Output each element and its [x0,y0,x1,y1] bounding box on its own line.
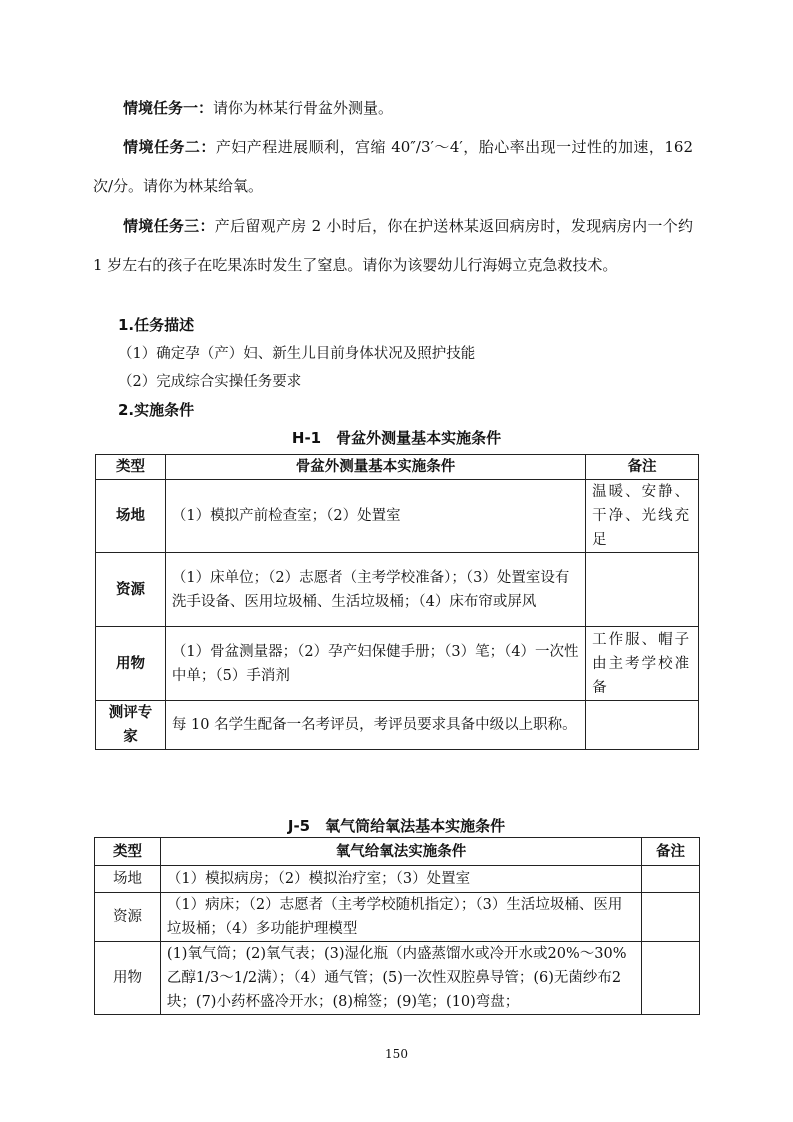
section-task-description: 1.任务描述 [118,316,195,334]
table-header-row [95,838,700,866]
scenario-text: 产妇产程进展顺利，宫缩 40″/3′～4′，胎心率出现一过性的加速，162 次/分。请你为林某给氧。 [93,138,693,195]
section-conditions: 2.实施条件 [118,401,195,419]
header-notes: 备注 [586,455,699,480]
table-row [96,480,699,553]
table-row [96,627,699,701]
scenario-2 [93,128,693,206]
table-header-row [96,455,699,480]
header-conditions: 氧气给氧法实施条件 [160,838,641,866]
row-content: （1）病床；（2）志愿者（主考学校随机指定）；（3）生活垃圾桶、医用垃圾桶；（4）多功能护理模型 [160,893,641,942]
row-note [642,866,700,893]
row-content: （1）模拟病房；（2）模拟治疗室；（3）处置室 [160,866,641,893]
row-content: (1)氧气筒；(2)氧气表；(3)湿化瓶（内盛蒸馏水或冷开水或20%～30%乙醇1/3～1/2满）；（4）通气管；(5)一次性双腔鼻导管；(6)无菌纱布2块；(7)小药杯盛冷开水；(8)棉签；(9)笔；(10)弯盘； [160,942,641,1015]
scenario-text: 产后留观产房 2 小时后，你在护送林某返回病房时，发现病房内一个约 1 岁左右的孩子在吃果冻时发生了窒息。请你为该婴幼儿行海姆立克急救技术。 [93,217,693,274]
page-number: 150 [385,1047,408,1061]
row-note [586,701,699,750]
row-content: 每 10 名学生配备一名考评员，考评员要求具备中级以上职称。 [165,701,585,750]
header-type: 类型 [95,838,161,866]
row-type: 用物 [95,942,161,1015]
table-row [95,942,700,1015]
row-type: 场地 [95,866,161,893]
scenario-label: 情境任务一： [123,99,214,117]
row-content: （1）模拟产前检查室；（2）处置室 [165,480,585,553]
table2-caption: J-5 氧气筒给氧法基本实施条件 [287,817,506,835]
scenario-text: 请你为林某行骨盆外测量。 [213,99,394,117]
row-type: 资源 [96,553,166,627]
table-row [95,866,700,893]
header-conditions: 骨盆外测量基本实施条件 [165,455,585,480]
row-type: 场地 [96,480,166,553]
row-type: 资源 [95,893,161,942]
table1-caption: H-1 骨盆外测量基本实施条件 [291,429,502,447]
row-type: 测评专家 [96,701,166,750]
scenario-label: 情境任务二： [123,138,216,156]
row-note: 温暖、安静、干净、光线充足 [586,480,699,553]
table-row [95,893,700,942]
row-note [642,893,700,942]
scenario-1 [93,89,693,128]
row-note [642,942,700,1015]
table-row [96,553,699,627]
header-type: 类型 [96,455,166,480]
row-type: 用物 [96,627,166,701]
row-content: （1）骨盆测量器；（2）孕产妇保健手册；（3）笔；（4）一次性中单；（5）手消剂 [165,627,585,701]
list-item: （2）完成综合实操任务要求 [118,374,302,390]
header-notes: 备注 [642,838,700,866]
list-item: （1）确定孕（产）妇、新生儿目前身体状况及照护技能 [118,346,476,362]
row-content: （1）床单位；（2）志愿者（主考学校准备）；（3）处置室设有洗手设备、医用垃圾桶、生活垃圾桶；（4）床布帘或屏风 [165,553,585,627]
table-oxygen-therapy [94,837,700,1015]
scenario-label: 情境任务三： [123,217,215,235]
scenario-3 [93,207,693,285]
table-row [96,701,699,750]
row-note: 工作服、帽子由主考学校准备 [586,627,699,701]
table-pelvic-measurement [95,454,699,750]
row-note [586,553,699,627]
